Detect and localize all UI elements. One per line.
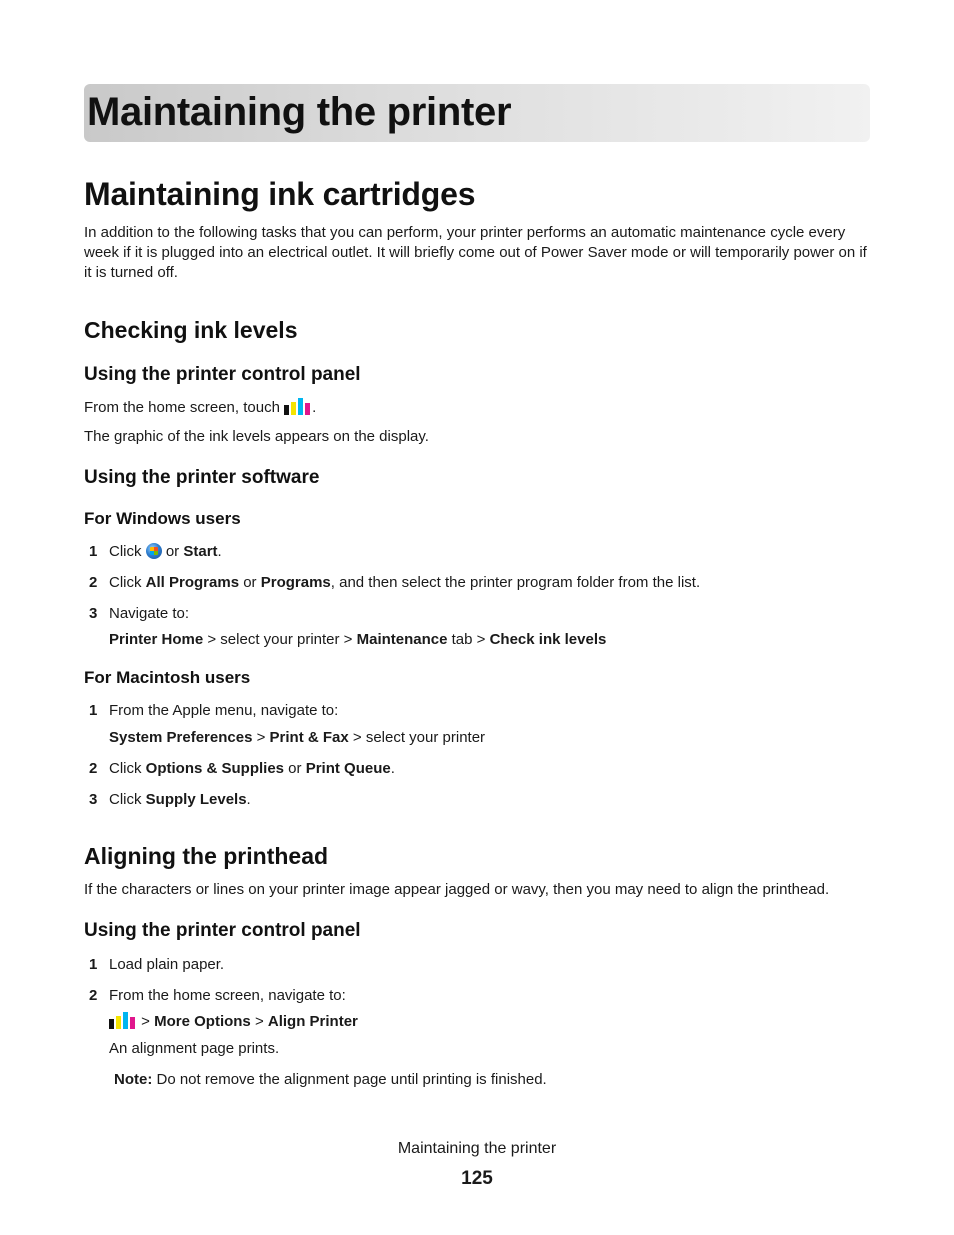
windows-step-3-path: Printer Home > select your printer > Maintenance tab > Check ink levels xyxy=(109,631,607,648)
align-step-2-result: An alignment page prints. xyxy=(109,1040,280,1057)
ink-levels-icon xyxy=(109,1012,137,1029)
checking-ink-levels-heading: Checking ink levels xyxy=(84,317,298,343)
align-step-1: Load plain paper. xyxy=(109,956,225,973)
windows-step-1: Click or Start. xyxy=(109,543,222,560)
aligning-intro: If the characters or lines on your printer image appear jagged or wavy, then you may need to align the printhead. xyxy=(84,881,830,898)
step-number: 1 xyxy=(89,702,98,719)
step-number: 2 xyxy=(89,574,98,591)
control-panel-heading: Using the printer control panel xyxy=(84,364,361,385)
section-intro: In addition to the following tasks that you can perform, your printer performs an automatic maintenance cycle every week if it is plugged into an electrical outlet. It will briefly come out of Power Saver mode or will temporarily power on if it is turned off. xyxy=(84,224,867,281)
macintosh-users-heading: For Macintosh users xyxy=(84,668,251,687)
windows-start-icon xyxy=(146,543,162,559)
step-number: 2 xyxy=(89,987,98,1004)
windows-step-2: Click All Programs or Programs, and then select the printer program folder from the list. xyxy=(109,574,701,591)
chapter-title: Maintaining the printer xyxy=(87,90,512,134)
ink-levels-result: The graphic of the ink levels appears on the display. xyxy=(84,428,429,445)
step-number: 3 xyxy=(89,791,98,808)
mac-step-1: From the Apple menu, navigate to: xyxy=(109,702,339,719)
step-number: 3 xyxy=(89,605,98,622)
alignment-note: Note: Do not remove the alignment page until printing is finished. xyxy=(114,1071,547,1088)
mac-step-3: Click Supply Levels. xyxy=(109,791,251,808)
section-title: Maintaining ink cartridges xyxy=(84,176,476,212)
aligning-printhead-heading: Aligning the printhead xyxy=(84,843,329,869)
step-number: 2 xyxy=(89,760,98,777)
step-number: 1 xyxy=(89,956,98,973)
footer-chapter-label: Maintaining the printer xyxy=(397,1140,557,1157)
align-step-2-path: > More Options > Align Printer xyxy=(109,1012,358,1032)
aligning-control-panel-heading: Using the printer control panel xyxy=(84,920,361,941)
page-number: 125 xyxy=(461,1168,493,1189)
align-step-2: From the home screen, navigate to: xyxy=(109,987,346,1004)
windows-users-heading: For Windows users xyxy=(84,509,241,528)
step-number: 1 xyxy=(89,543,98,560)
windows-step-3: Navigate to: xyxy=(109,605,190,622)
control-panel-instruction: From the home screen, touch . xyxy=(84,399,317,416)
mac-step-1-path: System Preferences > Print & Fax > select your printer xyxy=(109,729,486,746)
mac-step-2: Click Options & Supplies or Print Queue. xyxy=(109,760,395,777)
software-heading: Using the printer software xyxy=(84,467,320,488)
ink-levels-icon xyxy=(284,398,312,415)
